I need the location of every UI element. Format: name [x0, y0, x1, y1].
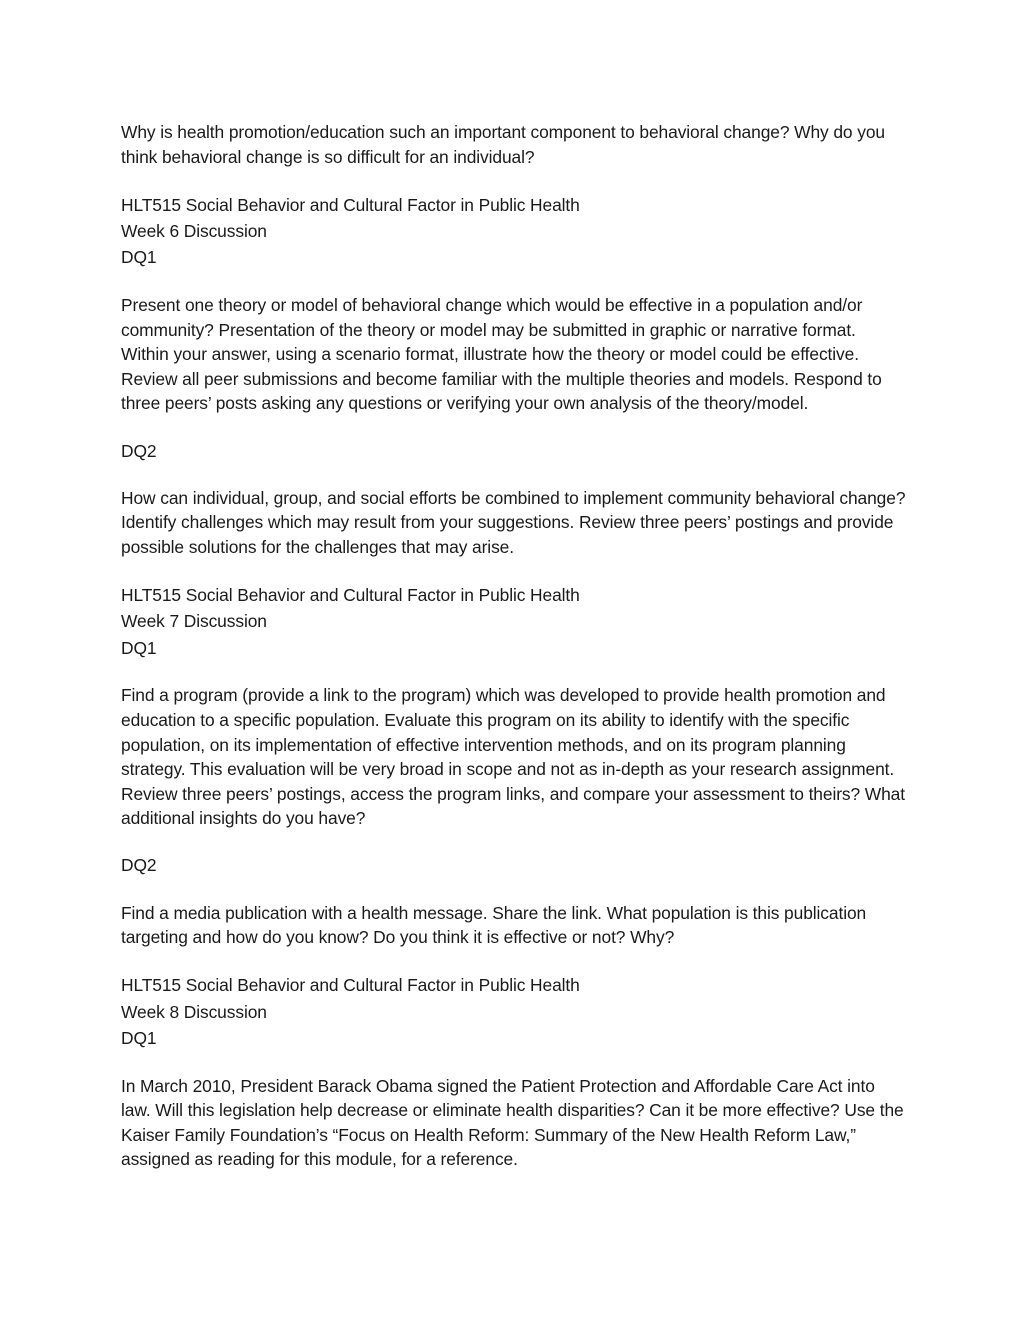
week-6-heading — [121, 192, 907, 271]
week-7-dq2-label: DQ2 — [121, 855, 157, 876]
dq1-label: DQ1 — [121, 1027, 157, 1048]
dq1-label: DQ1 — [121, 247, 157, 268]
intro-paragraph: Why is health promotion/education such an important component to behavioral change? Why do you think behavioral change is so difficult for an individual? — [121, 122, 885, 167]
week-7-dq2-text: Find a media publication with a health message. Share the link. What population is this publication targeting and how do you know? Do you think it is effective or not? Why? — [121, 902, 867, 948]
course-title: HLT515 Social Behavior and Cultural Factor in Public Health — [121, 585, 580, 606]
week-7-heading — [121, 582, 907, 661]
week-6-dq2-text: How can individual, group, and social efforts be combined to implement community behavioral change? Identify challenges which may result from your suggestions. Review three peers’ postings and provide possible solutions for the challenges that may arise. — [121, 487, 906, 557]
course-title: HLT515 Social Behavior and Cultural Factor in Public Health — [121, 975, 580, 996]
week-8-heading — [121, 972, 907, 1051]
course-title: HLT515 Social Behavior and Cultural Factor in Public Health — [121, 194, 580, 215]
week-6-dq1-text: Present one theory or model of behavioral change which would be effective in a population and/or community? Presentation of the theory or model may be submitted in graphic or narrative format. Within your answer, using a scenario format, illustrate how the theory or model could be effective. Review all peer submissions and become familiar with the multiple theories and models. Respond to three peers’ posts asking any questions or verifying your own analysis of the theory/model. — [121, 294, 882, 414]
week-label: Week 6 Discussion — [121, 220, 267, 241]
week-8-dq1-text: In March 2010, President Barack Obama signed the Patient Protection and Affordable Care Act into law. Will this legislation help decrease or eliminate health disparities? Can it be more effective? Use the Kaiser Family Foundation’s “Focus on Health Reform: Summary of the New Health Reform Law,” assigned as reading for this module, for a reference. — [121, 1075, 904, 1170]
document-body — [121, 120, 907, 1195]
week-6-dq2-label: DQ2 — [121, 440, 157, 461]
dq1-label: DQ1 — [121, 637, 157, 658]
week-label: Week 7 Discussion — [121, 611, 267, 632]
week-label: Week 8 Discussion — [121, 1001, 267, 1022]
week-7-dq1-text: Find a program (provide a link to the program) which was developed to provide health promotion and education to a specific population. Evaluate this program on its ability to identify with the specific population, on its implementation of effective intervention methods, and on its program planning strategy. This evaluation will be very broad in scope and not as in-depth as your research assignment. Review three peers’ postings, access the program links, and compare your assessment to theirs? What additional insights do you have? — [121, 685, 905, 829]
